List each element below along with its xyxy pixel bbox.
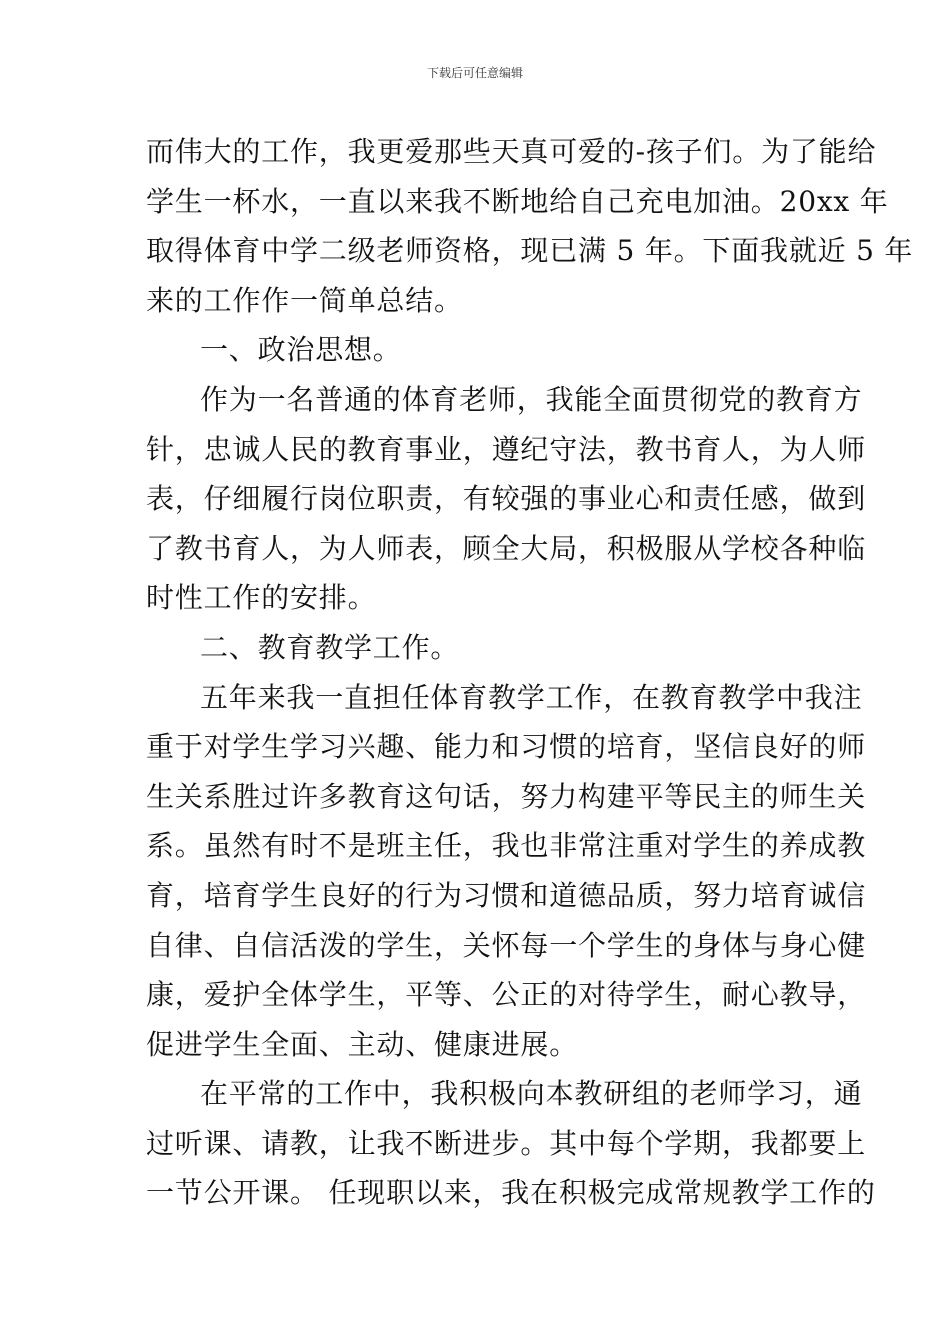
text-line: 来的工作作一简单总结。 xyxy=(146,283,463,317)
text-line: 过听课、请教，让我不断进步。其中每个学期，我都要上 xyxy=(146,1126,867,1160)
section-heading-teaching: 二、教育教学工作。 xyxy=(200,630,460,664)
text-line: 表，仔细履行岗位职责，有较强的事业心和责任感，做到 xyxy=(146,482,867,516)
text-line: 生关系胜过许多教育这句话，努力构建平等民主的师生关 xyxy=(146,779,867,813)
text-line: 促进学生全面、主动、健康进展。 xyxy=(146,1027,579,1061)
text-line: 一节公开课。 任现职以来，我在积极完成常规教学工作的 xyxy=(146,1176,876,1210)
text-line: 重于对学生学习兴趣、能力和习惯的培育，坚信良好的师 xyxy=(146,730,867,764)
section-heading-politics: 一、政治思想。 xyxy=(200,333,402,367)
text-line: 学生一杯水，一直以来我不断地给自己充电加油。20xx 年 xyxy=(146,184,889,218)
text-line: 了教书育人，为人师表，顾全大局，积极服从学校各种临 xyxy=(146,531,867,565)
text-line: 自律、自信活泼的学生，关怀每一个学生的身体与身心健 xyxy=(146,928,867,962)
text-line: 针，忠诚人民的教育事业，遵纪守法，教书育人，为人师 xyxy=(146,432,867,466)
text-line: 康，爱护全体学生，平等、公正的对待学生，耐心教导， xyxy=(146,978,867,1012)
text-line: 育，培育学生良好的行为习惯和道德品质，努力培育诚信 xyxy=(146,878,867,912)
text-line: 取得体育中学二级老师资格，现已满 5 年。下面我就近 5 年 xyxy=(146,234,914,268)
page-header: 下载后可任意编辑 xyxy=(426,66,523,80)
text-line: 五年来我一直担任体育教学工作，在教育教学中我注 xyxy=(200,680,863,714)
text-line: 在平常的工作中，我积极向本教研组的老师学习，通 xyxy=(200,1077,863,1111)
text-line: 作为一名普通的体育老师，我能全面贯彻党的教育方 xyxy=(200,382,863,416)
text-line: 系。虽然有时不是班主任，我也非常注重对学生的养成教 xyxy=(146,829,867,863)
document-body xyxy=(146,132,914,1223)
text-line: 时性工作的安排。 xyxy=(146,581,377,615)
text-line: 而伟大的工作，我更爱那些天真可爱的-孩子们。为了能给 xyxy=(146,135,877,168)
